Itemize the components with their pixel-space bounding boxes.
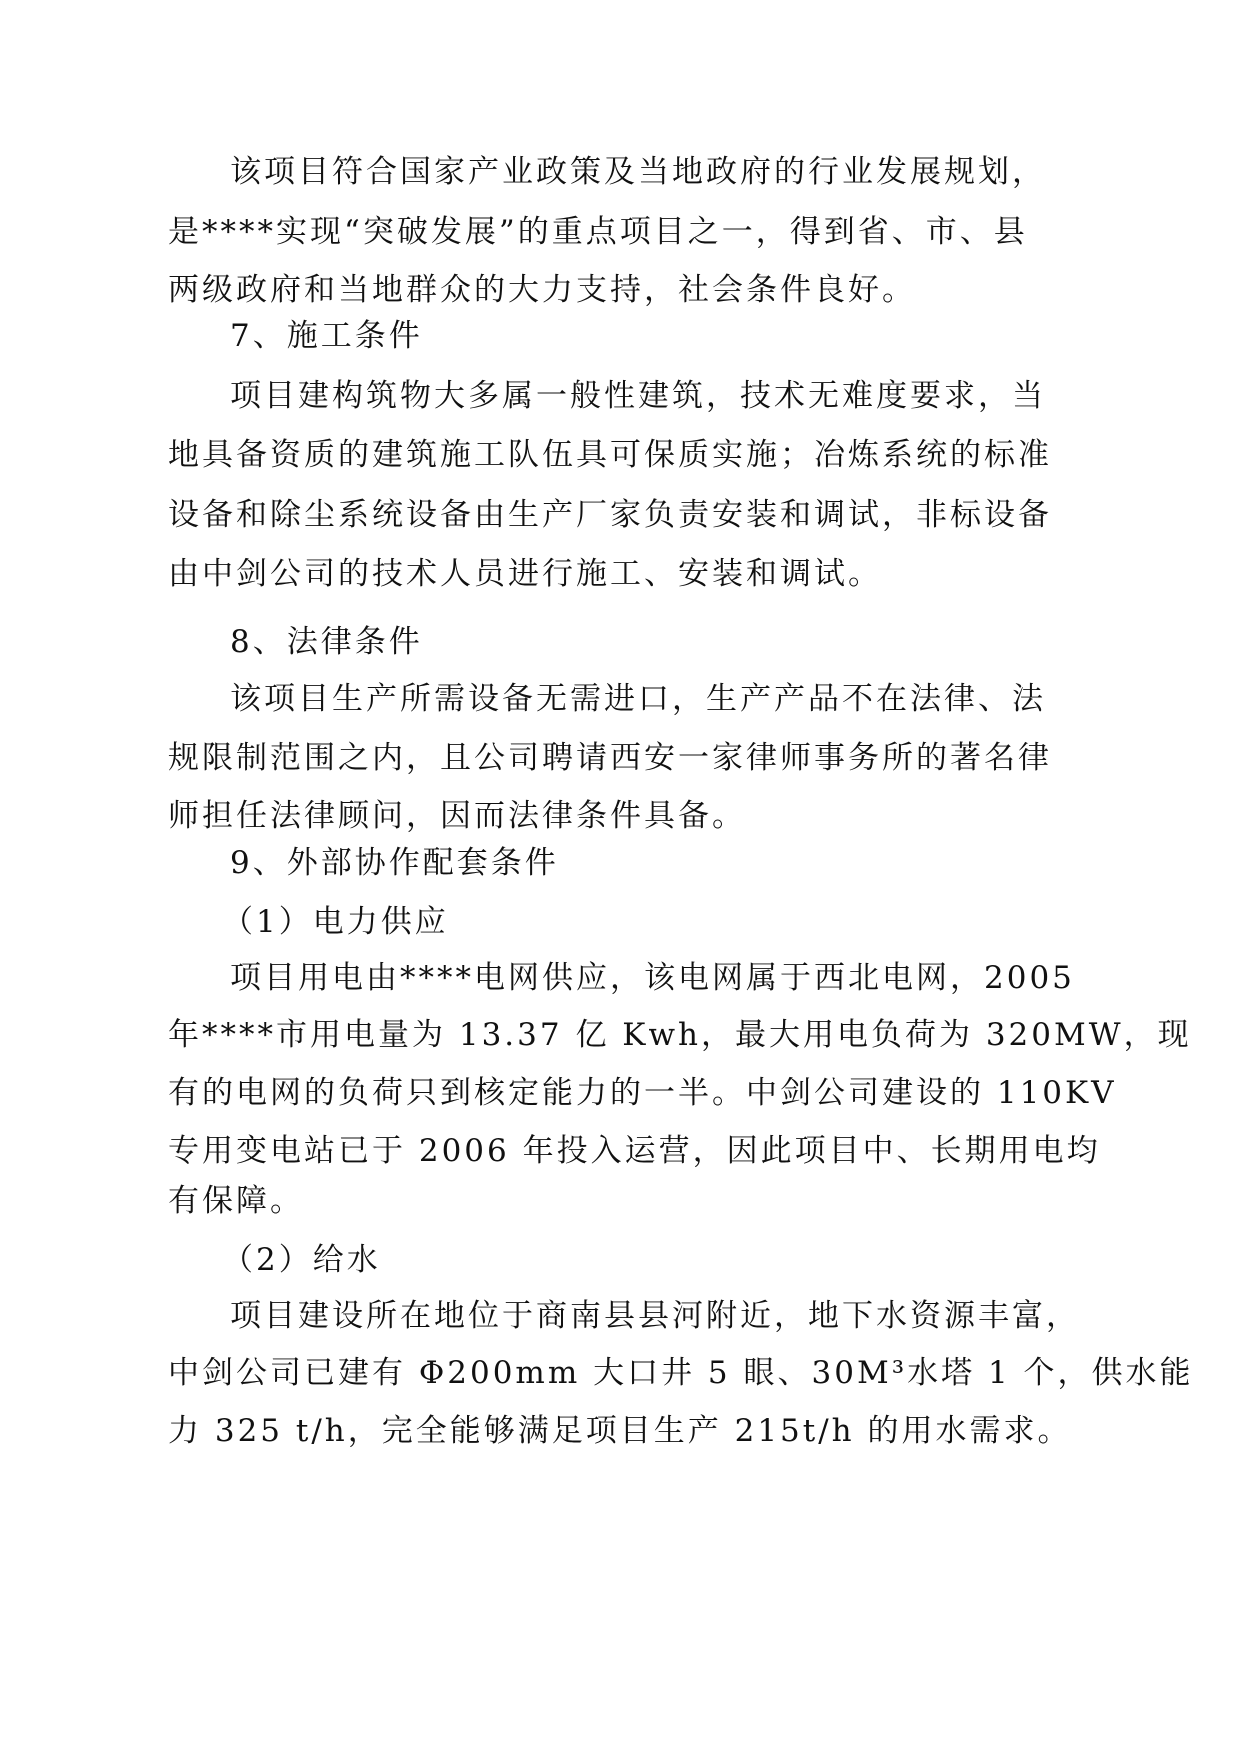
section-heading: 7、施工条件 xyxy=(230,318,423,354)
subsection-heading: （2）给水 xyxy=(222,1242,381,1278)
paragraph-line: 地具备资质的建筑施工队伍具可保质实施；冶炼系统的标准 xyxy=(168,437,1052,473)
paragraph-line: 项目建构筑物大多属一般性建筑，技术无难度要求，当 xyxy=(230,378,1046,414)
paragraph-line: 两级政府和当地群众的大力支持，社会条件良好。 xyxy=(168,272,916,308)
paragraph-line: 师担任法律顾问，因而法律条件具备。 xyxy=(168,798,746,834)
section-heading: 9、外部协作配套条件 xyxy=(230,845,559,881)
paragraph-line: 项目建设所在地位于商南县县河附近，地下水资源丰富， xyxy=(230,1298,1080,1334)
paragraph-line: 年****市用电量为 13.37 亿 Kwh，最大用电负荷为 320MW，现 xyxy=(168,1017,1192,1053)
paragraph-line: 有的电网的负荷只到核定能力的一半。中剑公司建设的 110KV xyxy=(168,1075,1117,1111)
paragraph-line: 该项目生产所需设备无需进口，生产产品不在法律、法 xyxy=(230,681,1046,717)
paragraph-line: 该项目符合国家产业政策及当地政府的行业发展规划， xyxy=(230,154,1046,190)
paragraph-line: 有保障。 xyxy=(168,1183,304,1219)
paragraph-line: 规限制范围之内，且公司聘请西安一家律师事务所的著名律 xyxy=(168,740,1052,776)
paragraph-line: 由中剑公司的技术人员进行施工、安装和调试。 xyxy=(168,556,882,592)
paragraph-line: 专用变电站已于 2006 年投入运营，因此项目中、长期用电均 xyxy=(168,1133,1101,1169)
paragraph-line: 设备和除尘系统设备由生产厂家负责安装和调试，非标设备 xyxy=(168,497,1052,533)
paragraph-line: 中剑公司已建有 Φ200mm 大口井 5 眼、30M³水塔 1 个，供水能 xyxy=(168,1355,1194,1391)
paragraph-line: 是****实现“突破发展”的重点项目之一，得到省、市、县 xyxy=(168,214,1028,250)
paragraph-line: 力 325 t/h，完全能够满足项目生产 215t/h 的用水需求。 xyxy=(168,1413,1072,1449)
section-heading: 8、法律条件 xyxy=(230,624,423,660)
subsection-heading: （1）电力供应 xyxy=(222,904,449,940)
paragraph-line: 项目用电由****电网供应，该电网属于西北电网，2005 xyxy=(230,960,1075,996)
